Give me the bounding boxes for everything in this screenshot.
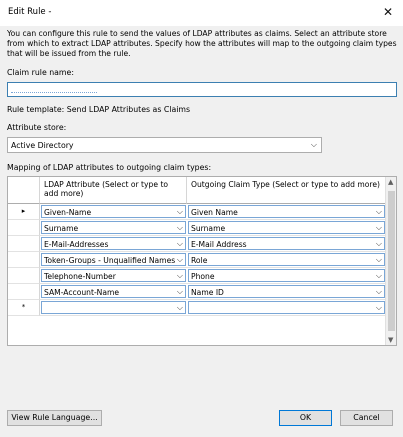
attribute-store-label: Attribute store: xyxy=(7,123,67,132)
chevron-down-icon[interactable]: ⌵ xyxy=(176,271,183,280)
claim-type-select[interactable]: Phone ⌵ xyxy=(187,268,386,284)
ldap-attribute-select[interactable]: E-Mail-Addresses ⌵ xyxy=(40,236,187,252)
claim-rule-name-label: Claim rule name: xyxy=(7,68,74,77)
ldap-attribute-select[interactable]: Given-Name ⌵ xyxy=(40,204,187,220)
chevron-down-icon[interactable]: ⌵ xyxy=(176,255,183,264)
ok-button[interactable]: OK xyxy=(279,410,332,426)
claim-type-select[interactable]: Given Name ⌵ xyxy=(187,204,386,220)
grid-corner-header xyxy=(8,177,40,204)
claim-type-select[interactable]: Role ⌵ xyxy=(187,252,386,268)
redacted-text-underline xyxy=(11,92,97,93)
ldap-attribute-select[interactable]: Telephone-Number ⌵ xyxy=(40,268,187,284)
chevron-down-icon[interactable]: ⌵ xyxy=(375,255,382,264)
scroll-up-icon[interactable]: ▲ xyxy=(388,178,394,186)
attribute-store-value: Active Directory xyxy=(11,141,74,150)
column-header-ldap[interactable]: LDAP Attribute (Select or type to add more) xyxy=(40,177,187,204)
row-header[interactable]: ▸ xyxy=(8,204,40,220)
row-header[interactable] xyxy=(8,236,40,252)
chevron-down-icon[interactable]: ⌵ xyxy=(375,239,382,248)
claim-type-select[interactable]: E-Mail Address ⌵ xyxy=(187,236,386,252)
close-icon[interactable]: ✕ xyxy=(382,5,393,19)
chevron-down-icon[interactable]: ⌵ xyxy=(176,239,183,248)
mapping-grid[interactable] xyxy=(7,176,397,346)
claim-rule-name-input[interactable] xyxy=(7,82,397,97)
dialog-body xyxy=(0,26,403,437)
chevron-down-icon[interactable]: ⌵ xyxy=(375,287,382,296)
chevron-down-icon: ⌵ xyxy=(310,140,317,149)
cancel-button[interactable]: Cancel xyxy=(340,410,393,426)
row-header[interactable] xyxy=(8,284,40,300)
chevron-down-icon[interactable]: ⌵ xyxy=(176,303,183,312)
chevron-down-icon[interactable]: ⌵ xyxy=(176,207,183,216)
claim-type-select[interactable]: Surname ⌵ xyxy=(187,220,386,236)
grid-scrollbar[interactable] xyxy=(385,177,396,345)
row-header[interactable] xyxy=(8,252,40,268)
ldap-attribute-select[interactable] xyxy=(40,300,187,316)
window-title: Edit Rule - xyxy=(8,7,52,17)
title-bar xyxy=(0,0,403,26)
mapping-label: Mapping of LDAP attributes to outgoing claim types: xyxy=(7,163,212,172)
chevron-down-icon[interactable]: ⌵ xyxy=(375,271,382,280)
rule-description: You can configure this rule to send the values of LDAP attributes as claims. Select an attribute store from which to extract LDAP attributes. Specify how the attributes will map to the outgoing claim types that will be issued from the rule. xyxy=(7,29,397,58)
view-rule-language-button[interactable]: View Rule Language... xyxy=(7,410,102,426)
chevron-down-icon[interactable]: ⌵ xyxy=(375,223,382,232)
ldap-attribute-select[interactable]: SAM-Account-Name ⌵ xyxy=(40,284,187,300)
chevron-down-icon[interactable]: ⌵ xyxy=(375,303,382,312)
claim-type-select[interactable] xyxy=(187,300,386,316)
claim-rule-name-field[interactable] xyxy=(8,83,396,96)
new-row-header[interactable]: * xyxy=(8,300,40,316)
scrollbar-thumb[interactable] xyxy=(388,191,395,331)
row-header[interactable] xyxy=(8,268,40,284)
column-header-claim[interactable]: Outgoing Claim Type (Select or type to add more) xyxy=(187,177,386,204)
attribute-store-select[interactable] xyxy=(7,137,322,153)
chevron-down-icon[interactable]: ⌵ xyxy=(375,207,382,216)
rule-template-label: Rule template: Send LDAP Attributes as Claims xyxy=(7,105,191,114)
ldap-attribute-select[interactable]: Surname ⌵ xyxy=(40,220,187,236)
chevron-down-icon[interactable]: ⌵ xyxy=(176,287,183,296)
row-header[interactable] xyxy=(8,220,40,236)
scroll-down-icon[interactable]: ▼ xyxy=(388,336,394,344)
ldap-attribute-select[interactable]: Token-Groups - Unqualified Names ⌵ xyxy=(40,252,187,268)
chevron-down-icon[interactable]: ⌵ xyxy=(176,223,183,232)
claim-type-select[interactable]: Name ID ⌵ xyxy=(187,284,386,300)
